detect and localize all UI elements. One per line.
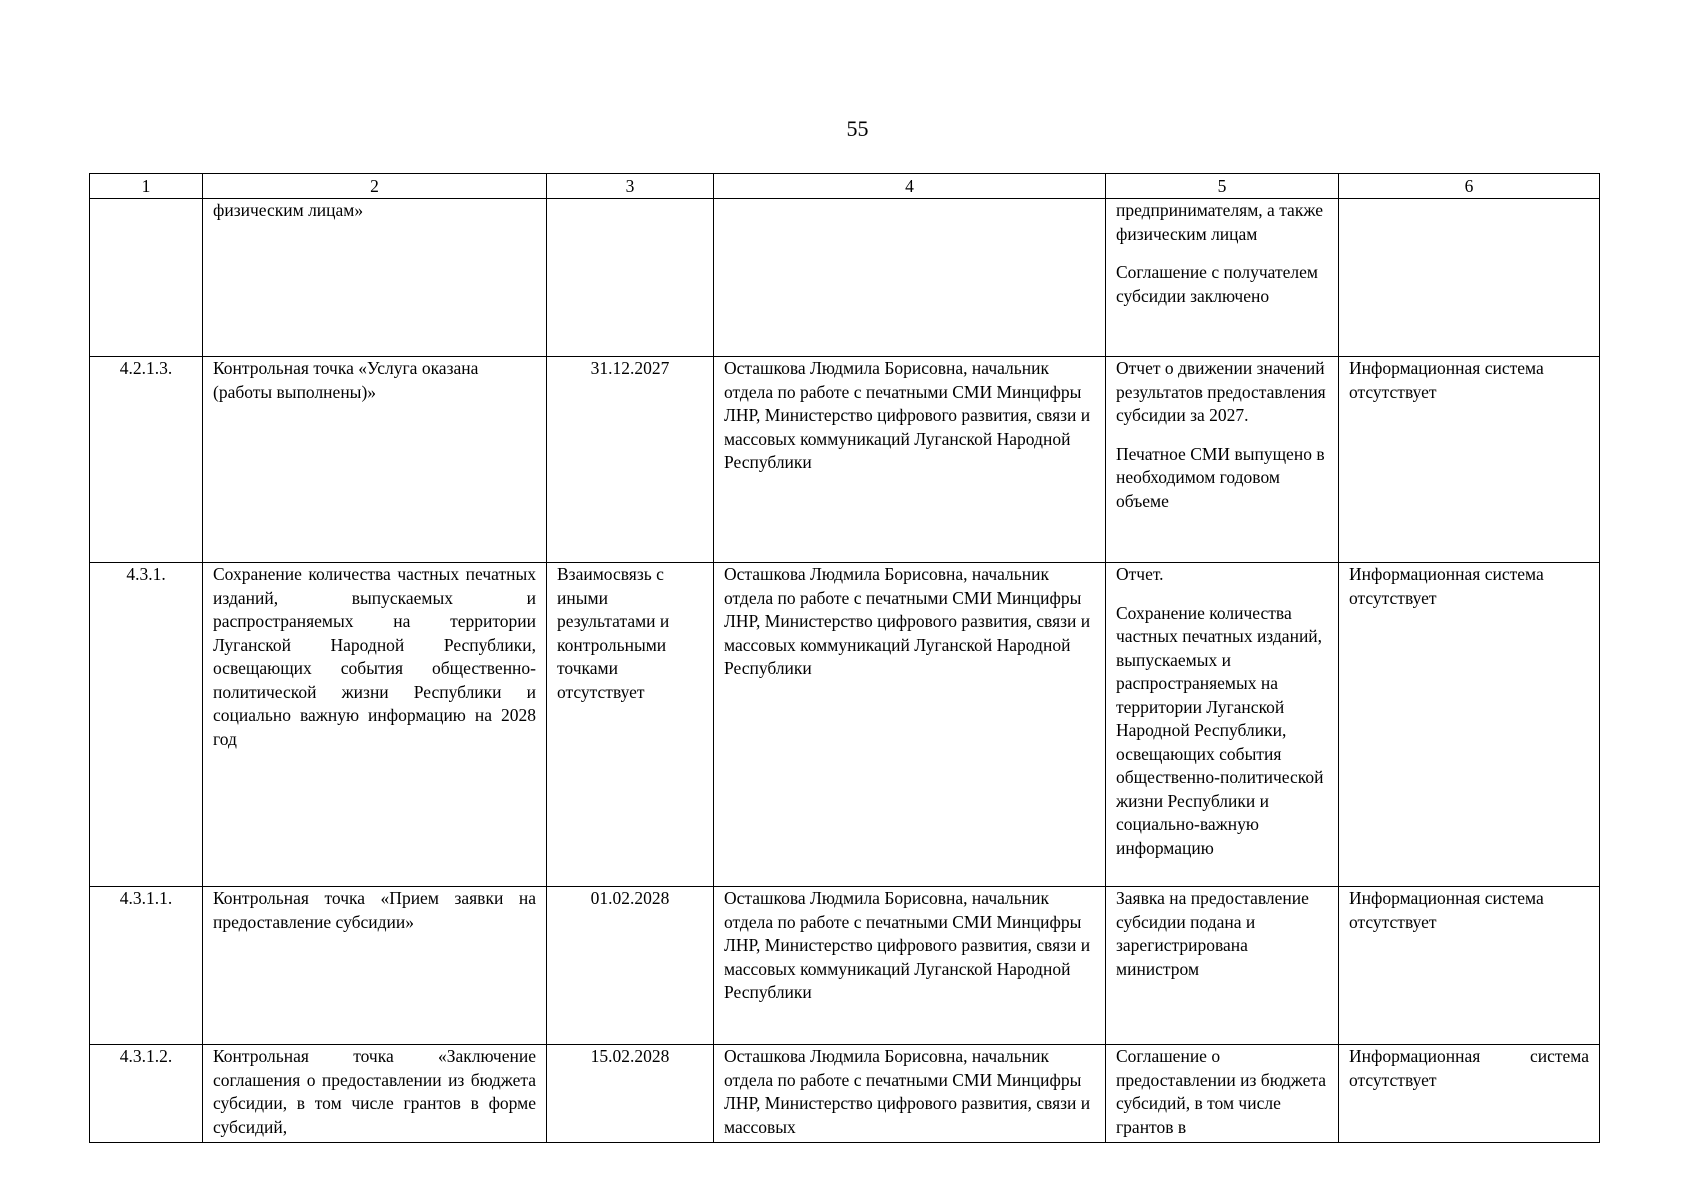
table-row — [90, 357, 1600, 563]
row-system — [1339, 199, 1600, 357]
row-number: 4.3.1. — [90, 563, 203, 887]
result-text: Соглашение с получателем субсидии заключено — [1116, 262, 1318, 306]
row-responsible: Осташкова Людмила Борисовна, начальник отдела по работе с печатными СМИ Минцифры ЛНР, Министерство цифрового развития, связи и массовых коммуникаций Луганской Народной Республики — [714, 357, 1106, 563]
column-header-5: 5 — [1106, 174, 1339, 199]
row-date: 31.12.2027 — [547, 357, 714, 563]
column-header-1: 1 — [90, 174, 203, 199]
column-header-3: 3 — [547, 174, 714, 199]
column-header-4: 4 — [714, 174, 1106, 199]
row-number: 4.2.1.3. — [90, 357, 203, 563]
row-responsible: Осташкова Людмила Борисовна, начальник отдела по работе с печатными СМИ Минцифры ЛНР, Министерство цифрового развития, связи и массовых коммуникаций Луганской Народной Республики — [714, 887, 1106, 1045]
column-header-2: 2 — [203, 174, 547, 199]
result-text: предпринимателям, а также физическим лицам — [1116, 200, 1323, 244]
page-number: 55 — [846, 116, 869, 141]
row-system: Информационная система отсутствует — [1339, 887, 1600, 1045]
row-responsible — [714, 199, 1106, 357]
row-number: 4.3.1.2. — [90, 1045, 203, 1143]
header-row — [90, 174, 1600, 199]
row-result — [1106, 199, 1339, 357]
result-text: Сохранение количества частных печатных изданий, выпускаемых и распространяемых на территории Луганской Народной Республики, освещающих события общественно-политической жизни Республики и социально-важную информацию — [1116, 602, 1324, 858]
column-header-6: 6 — [1339, 174, 1600, 199]
result-text: Отчет о движении значений результатов предоставления субсидии за 2027. — [1116, 358, 1326, 425]
row-name: Сохранение количества частных печатных изданий, выпускаемых и распространяемых на территории Луганской Народной Республики, освещающих события общественно-политической жизни Республики и социально важную информацию на 2028 год — [203, 563, 547, 887]
row-date: 01.02.2028 — [547, 887, 714, 1045]
row-name: Контрольная точка «Заключение соглашения о предоставлении из бюджета субсидии, в том числе грантов в форме субсидий, — [203, 1045, 547, 1143]
row-number — [90, 199, 203, 357]
row-name: Контрольная точка «Услуга оказана (работы выполнены)» — [203, 357, 547, 563]
row-system: Информационная система отсутствует — [1339, 1045, 1600, 1143]
row-result: Заявка на предоставление субсидии подана и зарегистрирована министром — [1106, 887, 1339, 1045]
row-date: 15.02.2028 — [547, 1045, 714, 1143]
row-result — [1106, 357, 1339, 563]
row-date: Взаимосвязь с иными результатами и контрольными точками отсутствует — [547, 563, 714, 887]
table-row — [90, 1045, 1600, 1143]
row-date — [547, 199, 714, 357]
row-name: физическим лицам» — [203, 199, 547, 357]
table-row — [90, 887, 1600, 1045]
row-result: Соглашение о предоставлении из бюджета субсидий, в том числе грантов в — [1106, 1045, 1339, 1143]
row-result — [1106, 563, 1339, 887]
row-name: Контрольная точка «Прием заявки на предоставление субсидии» — [203, 887, 547, 1045]
table-row — [90, 199, 1600, 357]
result-text: Печатное СМИ выпущено в необходимом годовом объеме — [1116, 443, 1325, 511]
row-responsible: Осташкова Людмила Борисовна, начальник отдела по работе с печатными СМИ Минцифры ЛНР, Министерство цифрового развития, связи и массовых коммуникаций Луганской Народной Республики — [714, 563, 1106, 887]
schedule-table — [89, 173, 1600, 1143]
row-responsible: Осташкова Людмила Борисовна, начальник отдела по работе с печатными СМИ Минцифры ЛНР, Министерство цифрового развития, связи и массовых — [714, 1045, 1106, 1143]
table-row — [90, 563, 1600, 887]
row-system: Информационная система отсутствует — [1339, 563, 1600, 887]
row-number: 4.3.1.1. — [90, 887, 203, 1045]
row-system: Информационная система отсутствует — [1339, 357, 1600, 563]
result-text: Отчет. — [1116, 564, 1164, 584]
